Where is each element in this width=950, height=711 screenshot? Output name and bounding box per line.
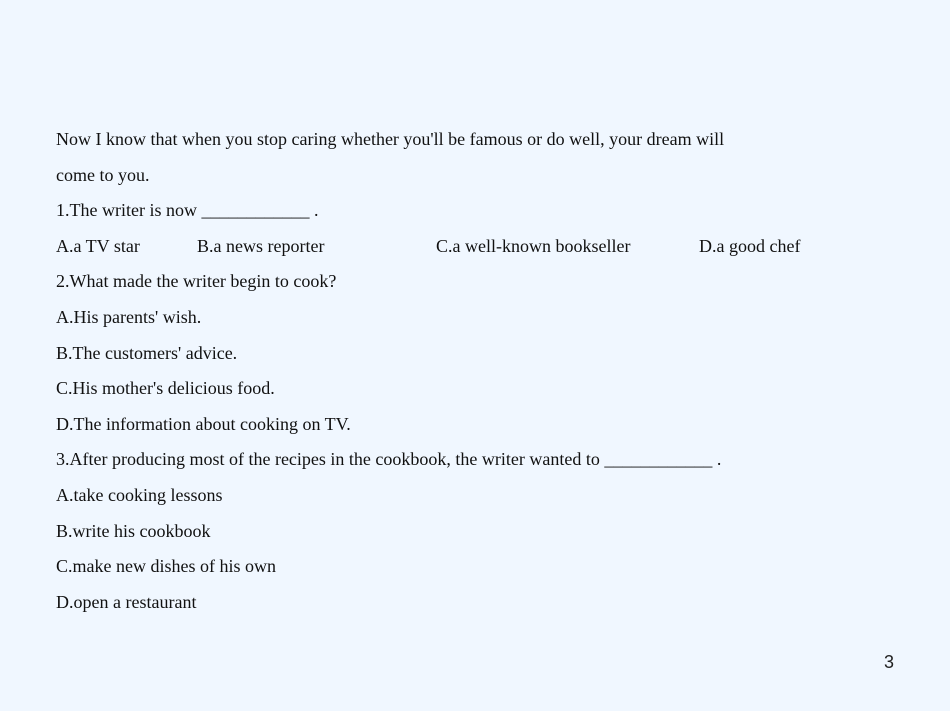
question-1-option-c: C.a well-known bookseller [436, 235, 631, 256]
question-1-stem: 1.The writer is now ____________ . [56, 200, 319, 221]
question-3-option-d: D.open a restaurant [56, 591, 197, 612]
question-1-option-b: B.a news reporter [197, 235, 325, 256]
question-1-option-a: A.a TV star [56, 235, 140, 256]
question-3-option-c: C.make new dishes of his own [56, 556, 276, 577]
question-3-option-b: B.write his cookbook [56, 520, 211, 541]
question-2-option-d: D.The information about cooking on TV. [56, 413, 351, 434]
question-2-stem: 2.What made the writer begin to cook? [56, 271, 337, 292]
passage-line-2: come to you. [56, 164, 150, 185]
page-number: 3 [883, 652, 894, 672]
passage-line-1: Now I know that when you stop caring whether you'll be famous or do well, your dream will [56, 129, 725, 149]
slide-content [56, 122, 876, 620]
question-1-option-d: D.a good chef [699, 235, 801, 256]
question-3-stem: 3.After producing most of the recipes in the cookbook, the writer wanted to ____________ . [56, 449, 722, 470]
question-1-options [56, 229, 876, 265]
question-3-option-a: A.take cooking lessons [56, 484, 223, 505]
question-2-option-b: B.The customers' advice. [56, 342, 238, 363]
question-2-option-c: C.His mother's delicious food. [56, 378, 275, 399]
question-2-option-a: A.His parents' wish. [56, 306, 202, 327]
